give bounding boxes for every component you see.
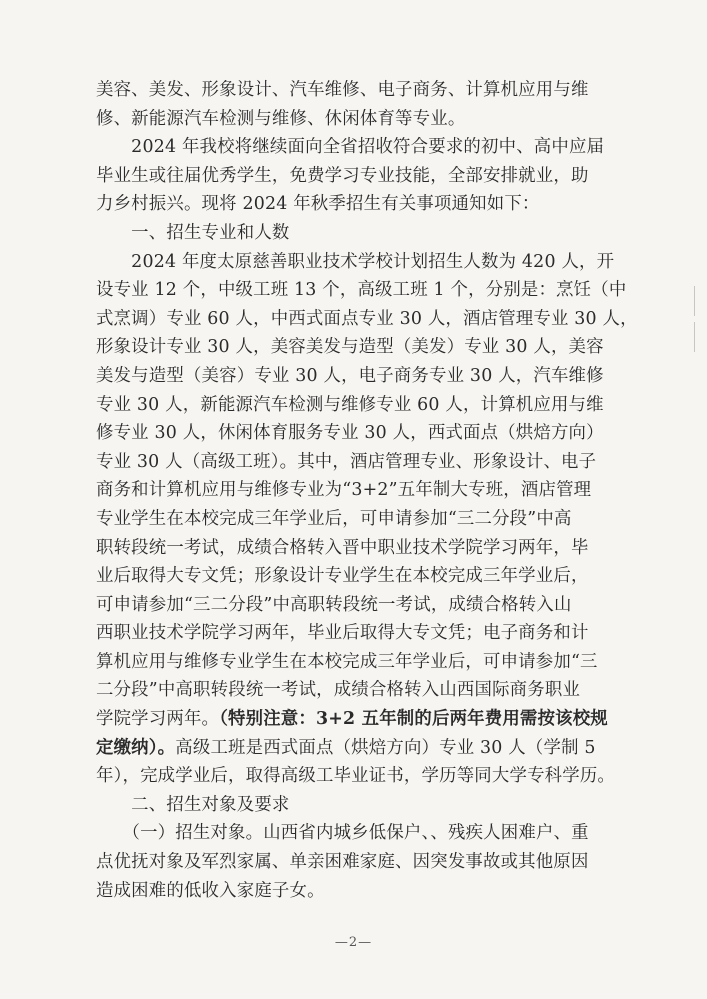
text-line: 年），完成学业后，取得高级工毕业证书，学历等同大学专科学历。	[96, 766, 616, 787]
text-line: 2024 年度太原慈善职业技术学校计划招生人数为 420 人，开	[96, 251, 615, 272]
text-line: 业后取得大专文凭；形象设计专业学生在本校完成三年学业后，	[96, 566, 589, 587]
page-number: —2—	[334, 935, 373, 950]
text-line: 力乡村振兴。现将 2024 年秋季招生有关事项通知如下：	[96, 194, 540, 215]
text-line: 算机应用与维修专业学生在本校完成三年学业后，可申请参加“三	[96, 651, 598, 672]
text-line: 点优抚对象及军烈家属、单亲困难家庭、因突发事故或其他原因	[96, 852, 589, 873]
text-line: 西职业技术学院学习两年，毕业后取得大专文凭；电子商务和计	[96, 623, 589, 644]
section-heading-2: 二、招生对象及要求	[96, 794, 290, 815]
scan-mark	[694, 322, 695, 352]
scan-mark	[694, 286, 695, 316]
section-heading-1: 一、招生专业和人数	[96, 222, 290, 243]
text-line: 2024 年我校将继续面向全省招收符合要求的初中、高中应届	[96, 137, 605, 158]
text-line: 专业学生在本校完成三年学业后，可申请参加“三二分段”中高	[96, 508, 572, 529]
text-line-with-bold	[96, 705, 636, 734]
text-line: 形象设计专业 30 人，美容美发与造型（美发）专业 30 人，美容	[96, 337, 604, 358]
text-line: 设专业 12 个，中级工班 13 个，高级工班 1 个，分别是：烹饪（中	[96, 280, 627, 301]
text-line: 商务和计算机应用与维修专业为“3+2”五年制大专班，酒店管理	[96, 480, 592, 501]
body-text	[96, 76, 636, 905]
text-line: 修、新能源汽车检测与维修、休闲体育等专业。	[96, 108, 466, 129]
text-line: 造成困难的低收入家庭子女。	[96, 880, 325, 901]
text-line: 美容、美发、形象设计、汽车维修、电子商务、计算机应用与维	[96, 80, 589, 100]
normal-text: 高级工班是西式面点（烘焙方向）专业 30 人（学制 5	[175, 737, 596, 758]
text-line: 修专业 30 人，休闲体育服务专业 30 人，西式面点（烘焙方向）	[96, 423, 604, 444]
text-line: 专业 30 人，新能源汽车检测与维修专业 60 人，计算机应用与维	[96, 394, 604, 415]
text-line: 美发与造型（美容）专业 30 人，电子商务专业 30 人，汽车维修	[96, 365, 604, 386]
text-line-with-bold	[96, 734, 636, 763]
bold-notice-text: （特别注意：3+2 五年制的后两年费用需按该校规	[219, 709, 608, 730]
normal-text: 学院学习两年。	[96, 709, 220, 730]
text-line: 专业 30 人（高级工班）。其中，酒店管理专业、形象设计、电子	[96, 451, 597, 472]
text-line: 式烹调）专业 60 人，中西式面点专业 30 人，酒店管理专业 30 人，	[96, 308, 638, 329]
scan-edge-marks	[691, 280, 697, 360]
text-line: （一）招生对象。山西省内城乡低保户、、残疾人困难户、重	[96, 823, 589, 844]
text-line: 职转段统一考试，成绩合格转入晋中职业技术学院学习两年，毕	[96, 537, 589, 558]
text-line: 毕业生或往届优秀学生，免费学习专业技能，全部安排就业，助	[96, 165, 589, 186]
text-line: 二分段”中高职转段统一考试，成绩合格转入山西国际商务职业	[96, 680, 581, 701]
text-line: 可申请参加“三二分段”中高职转段统一考试，成绩合格转入山	[96, 594, 572, 615]
bold-notice-text: 定缴纳）。	[96, 737, 176, 758]
